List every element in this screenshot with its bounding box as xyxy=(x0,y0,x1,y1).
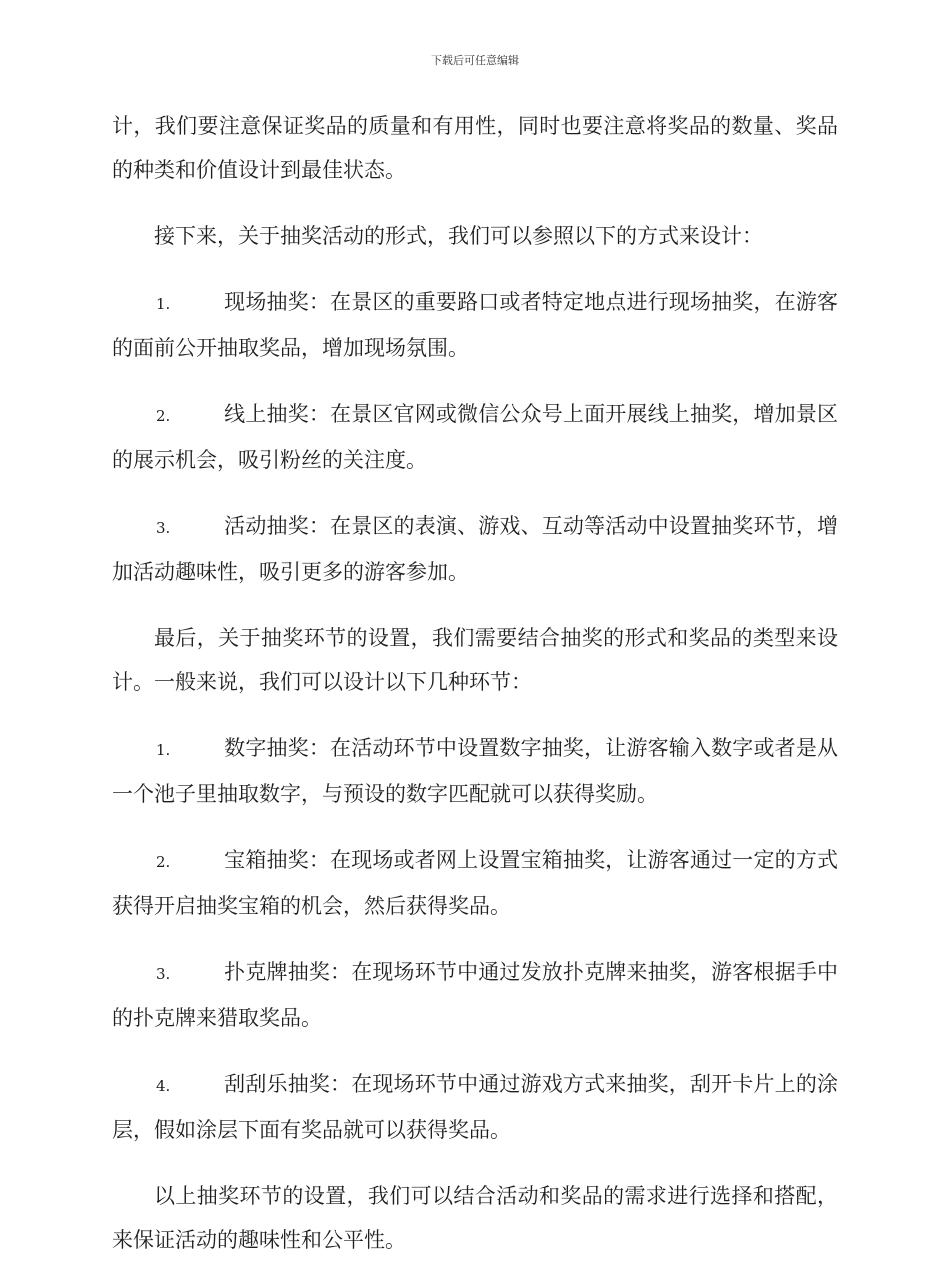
document-body xyxy=(112,104,838,1284)
list-item xyxy=(112,950,838,1040)
list-item-text: 线上抽奖：在景区官网或微信公众号上面开展线上抽奖，增加景区的展示机会，吸引粉丝的关注度。 xyxy=(112,402,838,472)
list-item xyxy=(112,726,838,816)
list-item-text: 现场抽奖：在景区的重要路口或者特定地点进行现场抽奖，在游客的面前公开抽取奖品，增加现场氛围。 xyxy=(112,290,838,360)
list-item xyxy=(112,504,838,594)
list-item-number: 3. xyxy=(156,965,171,983)
list-item xyxy=(112,392,838,482)
list-item xyxy=(112,280,838,370)
list-item xyxy=(112,1062,838,1152)
list-item-number: 4. xyxy=(156,1077,171,1095)
list-item-number: 2. xyxy=(156,853,171,871)
list-item-number: 2. xyxy=(156,407,171,425)
paragraph-conclusion: 以上抽奖环节的设置，我们可以结合活动和奖品的需求进行选择和搭配，来保证活动的趣味性和公平性。 xyxy=(112,1184,838,1252)
list-item-text: 宝箱抽奖：在现场或者网上设置宝箱抽奖，让游客通过一定的方式获得开启抽奖宝箱的机会，然后获得奖品。 xyxy=(112,848,838,918)
list-item-text: 扑克牌抽奖：在现场环节中通过发放扑克牌来抽奖，游客根据手中的扑克牌来猎取奖品。 xyxy=(112,960,838,1030)
list-item-number: 1. xyxy=(156,741,171,759)
list-item-number: 1. xyxy=(156,295,171,313)
list-item xyxy=(112,838,838,928)
page-header: 下载后可任意编辑 xyxy=(431,54,519,67)
paragraph-lottery-steps-intro: 最后，关于抽奖环节的设置，我们需要结合抽奖的形式和奖品的类型来设计。一般来说，我们可以设计以下几种环节： xyxy=(112,626,838,694)
list-item-text: 数字抽奖：在活动环节中设置数字抽奖，让游客输入数字或者是从一个池子里抽取数字，与预设的数字匹配就可以获得奖励。 xyxy=(112,736,838,806)
paragraph-prize-design: 计，我们要注意保证奖品的质量和有用性，同时也要注意将奖品的数量、奖品的种类和价值设计到最佳状态。 xyxy=(112,114,838,182)
list-item-text: 活动抽奖：在景区的表演、游戏、互动等活动中设置抽奖环节，增加活动趣味性，吸引更多的游客参加。 xyxy=(112,514,838,584)
paragraph-lottery-forms-intro: 接下来，关于抽奖活动的形式，我们可以参照以下的方式来设计： xyxy=(154,224,763,248)
list-item-number: 3. xyxy=(156,519,171,537)
list-item-text: 刮刮乐抽奖：在现场环节中通过游戏方式来抽奖，刮开卡片上的涂层，假如涂层下面有奖品就可以获得奖品。 xyxy=(112,1072,838,1142)
